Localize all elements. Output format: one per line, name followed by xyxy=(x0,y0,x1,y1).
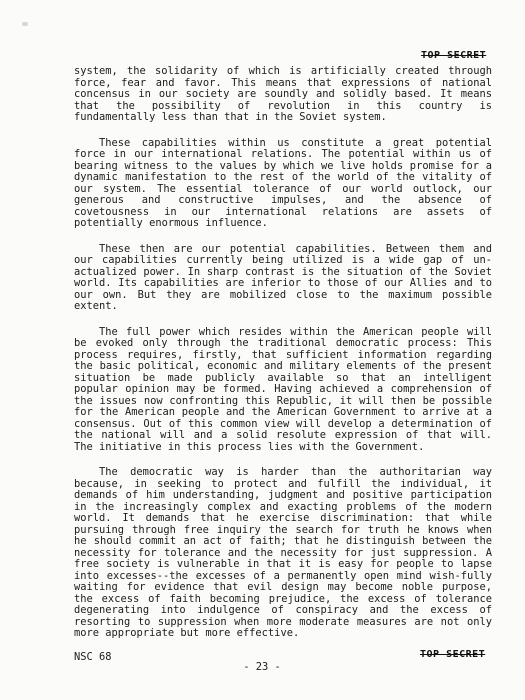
document-id: NSC 68 xyxy=(74,651,112,663)
scan-speck xyxy=(22,22,28,26)
classification-stamp-bottom: TOP SECRET xyxy=(420,649,486,660)
paragraph-potential: These then are our potential capabilities. Between them and our capabilities currently being utilized is a wide gap of un-actualized power. In sharp contrast is the situation of the Soviet world. Its capabilities are inferior to those of our Allies and to our own. But they are mobilized close to the maximum possible extent. xyxy=(74,242,492,312)
paragraph-continuation: system, the solidarity of which is artificially created through force, fear and favor. This means that expressions of national concensus in our society are soundly and solidly based. It means that the possibility of revolution in this country is fundamentally less than that in the Soviet system. xyxy=(74,65,492,123)
paragraph-democratic-way: The democratic way is harder than the authoritarian way because, in seeking to protect and fulfill the individual, it demands of him understanding, judgment and positive participation in the increasingly complex and exacting problems of the modern world. It demands that he exercise discrimination: that while pursuing through free inquiry the search for truth he knows when he should commit an act of faith; that he distinguish between the necessity for tolerance and the necessity for just suppression. A free society is vulnerable in that it is easy for people to lapse into excesses--the excesses of a permanently open mind wish-fully waiting for evidence that evil design may become noble purpose, the excess of faith becoming prejudice, the excess of tolerance degenerating into indulgence of conspiracy and the excess of resorting to suppression when more moderate measures are not only more appropriate but more effective. xyxy=(74,466,492,639)
page-number: - 23 - xyxy=(243,661,281,673)
paragraph-capabilities: These capabilities within us constitute a great potential force in our international relations. The potential within us of bearing witness to the values by which we live holds promise for a dynamic manifestation to the rest of the world of the vitality of our system. The essential tolerance of our world outlock, our generous and constructive impulses, and the absence of covetousness in our international relations are assets of potentially enormous influence. xyxy=(74,136,492,229)
classification-stamp-top: TOP SECRET xyxy=(421,50,487,61)
document-body xyxy=(74,66,492,654)
paragraph-democratic-process: The full power which resides within the American people will be evoked only through the traditional democratic process: This process requires, firstly, that sufficient information regarding the basic political, economic and military elements of the present situation be made publicly available so that an intelligent popular opinion may be formed. Having achieved a comprehension of the issues now confronting this Republic, it will then be possible for the American people and the American Government to arrive at a consensus. Out of this common view will develop a determination of the national will and a solid resolute expression of that will. The initiative in this process lies with the Government. xyxy=(74,325,492,453)
